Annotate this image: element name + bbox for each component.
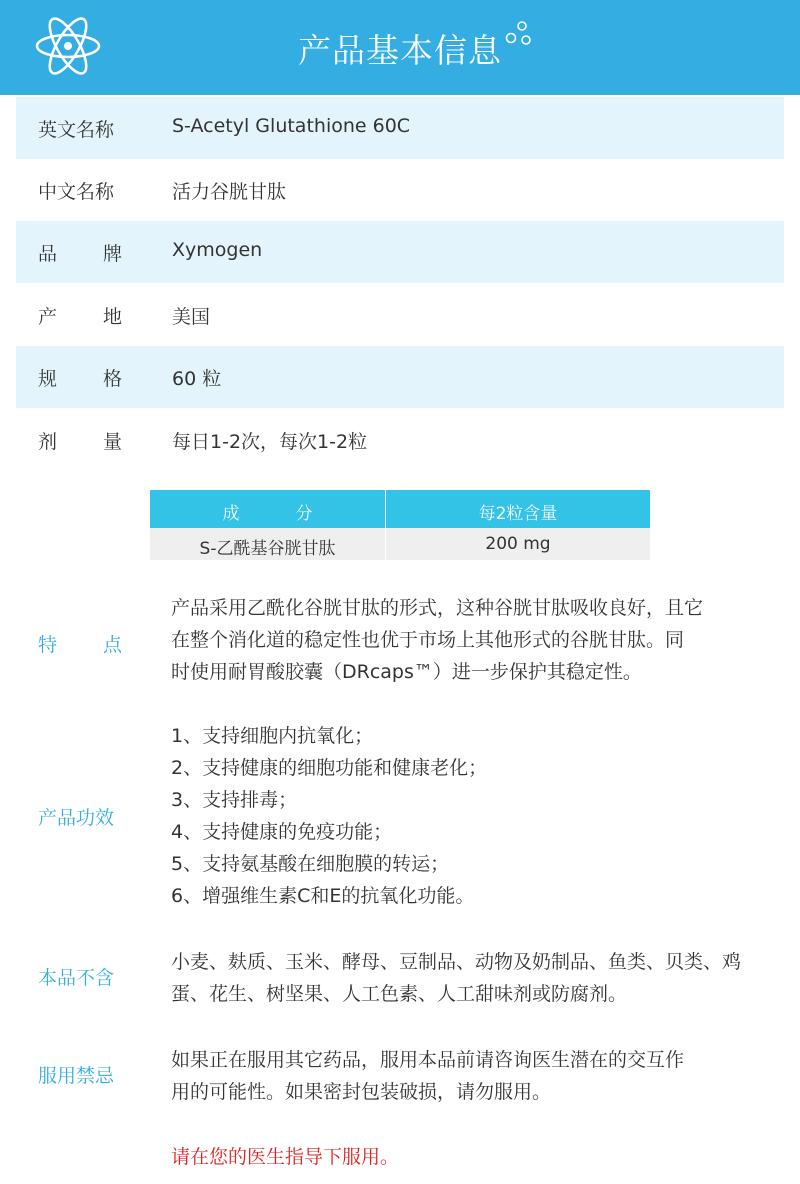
info-value: S-Acetyl Glutathione 60C (172, 115, 411, 137)
contraindications-text (171, 1044, 771, 1108)
info-label: 产 地 (38, 306, 122, 328)
text-line: 在整个消化道的稳定性也优于市场上其他形式的谷胱甘肽。同 (171, 629, 685, 651)
info-label: 中文名称 (38, 181, 115, 203)
features-label: 特 点 (38, 634, 122, 656)
info-label: 规 格 (38, 368, 122, 390)
text-line: 小麦、麸质、玉米、酵母、豆制品、动物及奶制品、鱼类、贝类、鸡 (171, 951, 742, 973)
text-line: 蛋、花生、树坚果、人工色素、人工甜味剂或防腐剂。 (171, 983, 628, 1005)
info-row-dosage (16, 409, 784, 471)
info-row-origin (16, 284, 784, 346)
list-item: 3、支持排毒； (171, 789, 298, 811)
efficacy-label: 产品功效 (38, 807, 115, 829)
info-value: 每日1-2次，每次1-2粒 (172, 431, 368, 453)
doctor-guidance-note: 请在您的医生指导下服用。 (171, 1146, 400, 1168)
info-label: 剂 量 (38, 431, 122, 453)
page-title: 产品基本信息 (298, 31, 502, 70)
info-row-english-name (16, 97, 784, 159)
info-row-spec (16, 346, 784, 408)
ingredients-header-row (150, 490, 650, 528)
list-item: 6、增强维生素C和E的抗氧化功能。 (171, 885, 475, 907)
info-value: 美国 (172, 306, 211, 328)
info-label: 品 牌 (38, 243, 122, 265)
bubbles-icon (504, 20, 534, 50)
excludes-text (171, 946, 771, 1010)
efficacy-list (171, 720, 771, 912)
table-row (150, 528, 650, 560)
ingredient-amount: 200 mg (485, 534, 551, 554)
excludes-label: 本品不含 (38, 967, 115, 989)
info-row-brand (16, 221, 784, 283)
features-text (171, 592, 771, 688)
contraindications-label: 服用禁忌 (38, 1065, 115, 1087)
text-line: 用的可能性。如果密封包装破损，请勿服用。 (171, 1081, 552, 1103)
amount-column-header: 每2粒含量 (478, 504, 558, 524)
info-label: 英文名称 (38, 119, 115, 141)
list-item: 2、支持健康的细胞功能和健康老化； (171, 757, 488, 779)
list-item: 1、支持细胞内抗氧化； (171, 725, 374, 747)
header-banner (0, 0, 800, 95)
ingredient-column-header: 成 分 (222, 504, 313, 524)
list-item: 5、支持氨基酸在细胞膜的转运； (171, 853, 450, 875)
info-value: 60 粒 (172, 368, 222, 390)
info-value: 活力谷胱甘肽 (172, 181, 287, 203)
info-row-chinese-name (16, 159, 784, 221)
list-item: 4、支持健康的免疫功能； (171, 821, 393, 843)
text-line: 时使用耐胃酸胶囊（DRcaps™）进一步保护其稳定性。 (171, 661, 642, 683)
text-line: 产品采用乙酰化谷胱甘肽的形式，这种谷胱甘肽吸收良好，且它 (171, 597, 704, 619)
text-line: 如果正在服用其它药品，服用本品前请咨询医生潜在的交互作 (171, 1049, 685, 1071)
info-value: Xymogen (172, 239, 263, 261)
ingredient-name: S-乙酰基谷胱甘肽 (199, 539, 336, 559)
